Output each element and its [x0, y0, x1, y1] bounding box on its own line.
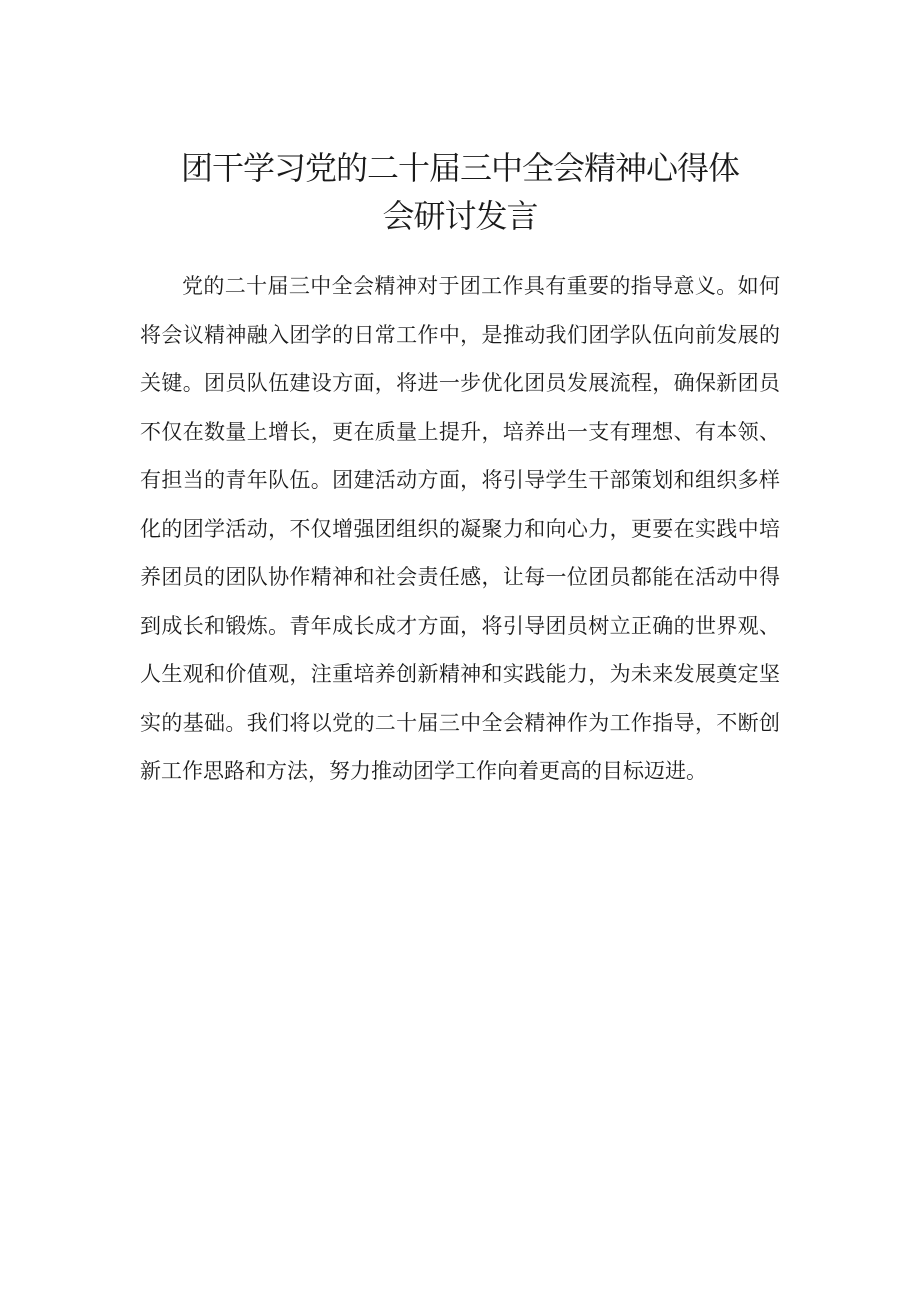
- document-title: [140, 144, 780, 240]
- document-title-line-1: 团干学习党的二十届三中全会精神心得体: [180, 149, 739, 187]
- body-paragraph: 党的二十届三中全会精神对于团工作具有重要的指导意义。如何将会议精神融入团学的日常工作中，是推动我们团学队伍向前发展的关键。团员队伍建设方面，将进一步优化团员发展流程，确保新团员不仅在数量上增长，更在质量上提升，培养出一支有理想、有本领、有担当的青年队伍。团建活动方面，将引导学生干部策划和组织多样化的团学活动，不仅增强团组织的凝聚力和向心力，更要在实践中培养团员的团队协作精神和社会责任感，让每一位团员都能在活动中得到成长和锻炼。青年成长成才方面，将引导团员树立正确的世界观、人生观和价值观，注重培养创新精神和实践能力，为未来发展奠定坚实的基础。我们将以党的二十届三中全会精神作为工作指导，不断创新工作思路和方法，努力推动团学工作向着更高的目标迈进。: [140, 274, 780, 783]
- document-title-line-2: 会研讨发言: [382, 197, 538, 235]
